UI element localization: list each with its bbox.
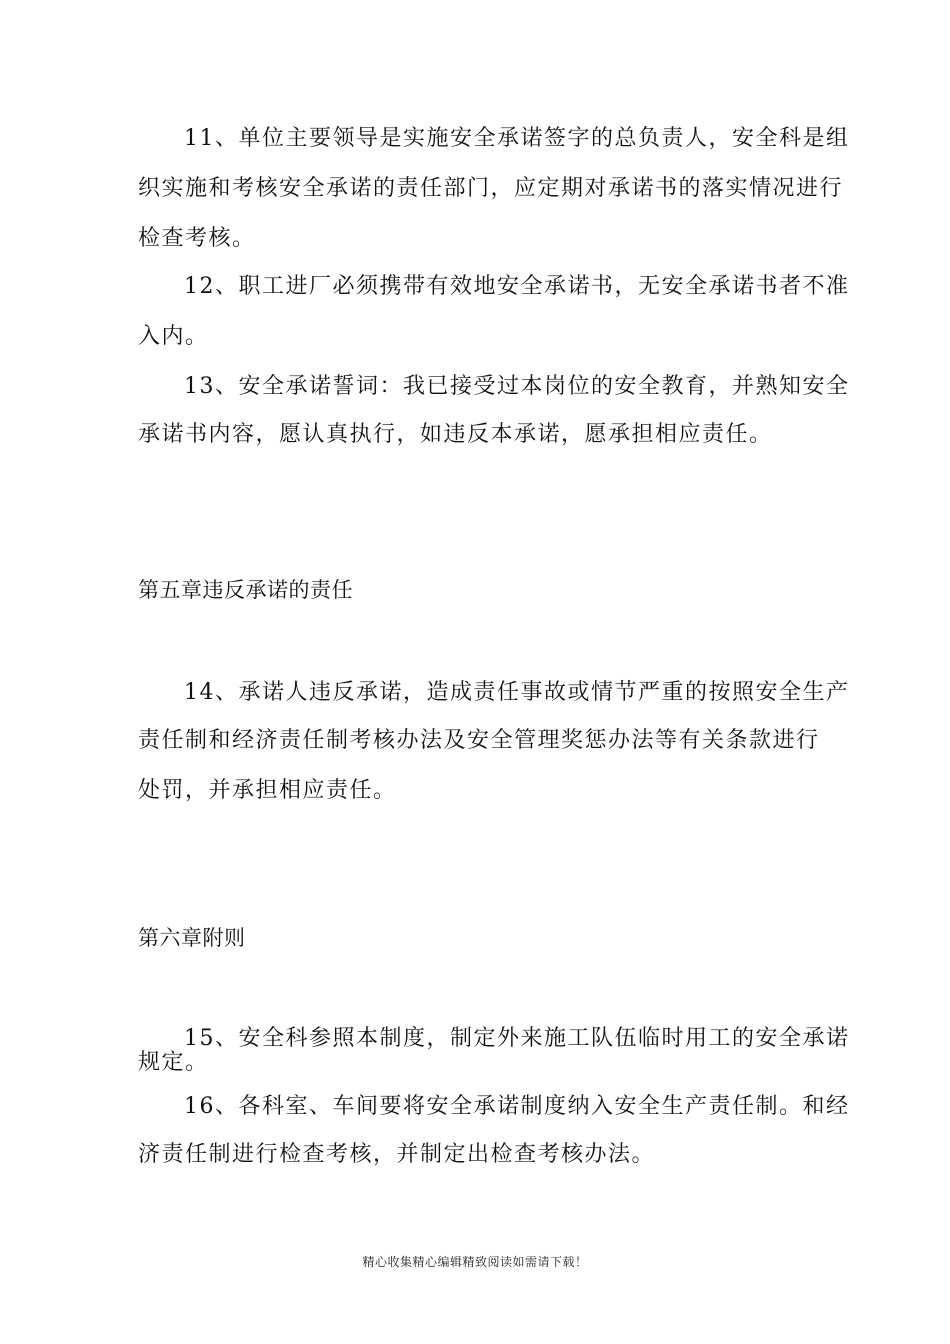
paragraph-16-line-1: 16、各科室、车间要将安全承诺制度纳入安全生产责任制。和经 [184,1094,850,1119]
page-footer: 精心收集精心编辑精致阅读如需请下载！ [362,1255,588,1269]
paragraph-13-line-2: 承诺书内容，愿认真执行，如违反本承诺，愿承担相应责任。 [138,422,773,447]
paragraph-15-line-2: 规定。 [138,1050,209,1075]
paragraph-16-line-2: 济责任制进行检查考核，并制定出检查考核办法。 [138,1142,656,1167]
paragraph-13-line-1: 13、安全承诺誓词：我已接受过本岗位的安全教育，并熟知安全 [184,374,850,399]
paragraph-11-line-1: 11、单位主要领导是实施安全承诺签字的总负责人，安全科是组 [184,126,850,151]
paragraph-15-line-1: 15、安全科参照本制度，制定外来施工队伍临时用工的安全承诺 [184,1026,850,1051]
paragraph-12-line-1: 12、职工进厂必须携带有效地安全承诺书，无安全承诺书者不准 [184,274,850,299]
paragraph-12-line-2: 入内。 [138,324,209,349]
paragraph-11-line-3: 检查考核。 [138,226,256,251]
chapter-5-heading: 第五章违反承诺的责任 [138,578,353,602]
paragraph-14-line-1: 14、承诺人违反承诺，造成责任事故或情节严重的按照安全生产 [184,680,850,705]
paragraph-14-line-2: 责任制和经济责任制考核办法及安全管理奖惩办法等有关条款进行 [138,728,820,753]
paragraph-14-line-3: 处罚，并承担相应责任。 [138,778,397,803]
paragraph-11-line-2: 织实施和考核安全承诺的责任部门，应定期对承诺书的落实情况进行 [138,176,844,201]
chapter-6-heading: 第六章附则 [138,926,246,950]
